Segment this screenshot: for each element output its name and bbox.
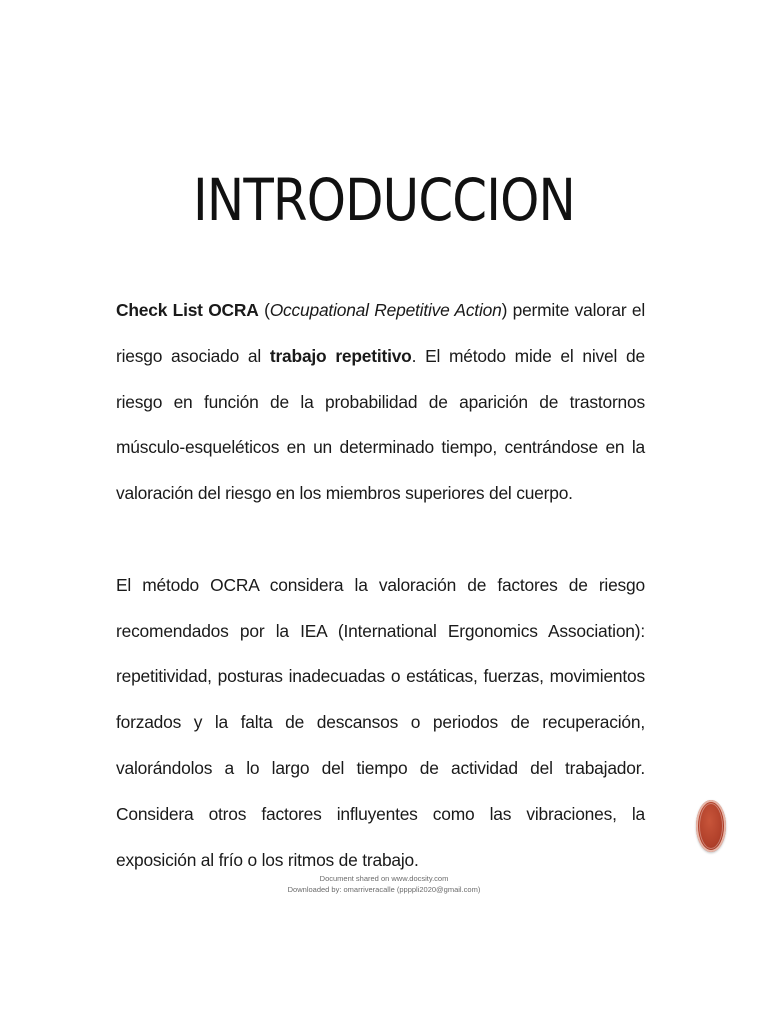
slide-body [116, 288, 645, 883]
italic-occupational-repetitive-action: Occupational Repetitive Action [269, 300, 502, 320]
bold-trabajo-repetitivo: trabajo repetitivo [269, 345, 412, 366]
text-metodo-mide: . El método mide el nivel de riesgo en función de la probabilidad de aparición de trastornos músculo-esqueléticos en un determinado tiempo, centrándose en la valoración del riesgo en los miembros superiores del cuerpo. [116, 345, 645, 504]
footer-shared-line: Document shared on www.docsity.com [319, 874, 449, 883]
paragraph-ocra-definition [116, 288, 645, 517]
docsity-footer [0, 873, 768, 895]
text-open-paren: ( [258, 300, 270, 320]
slide-title: INTRODUCCION [193, 166, 575, 234]
footer-downloaded-line: Downloaded by: omarriveracalle (ppppli2020@gmail.com) [287, 885, 481, 894]
text-permite-valorar: ) permite valorar el riesgo asociado al [116, 300, 646, 366]
bold-check-list-ocra: Check List OCRA [116, 300, 259, 320]
slide-decoration-circle [696, 800, 726, 852]
paragraph-ocra-factors: El método OCRA considera la valoración de factores de riesgo recomendados por la IEA (International Ergonomics Association): repetitividad, posturas inadecuadas o estáticas, fuerzas, movimientos forzados y la falta de descansos o periodos de recuperación, valorándolos a lo largo del tiempo de actividad del trabajador. Considera otros factores influyentes como las vibraciones, la exposición al frío o los ritmos de trabajo. [116, 574, 645, 870]
